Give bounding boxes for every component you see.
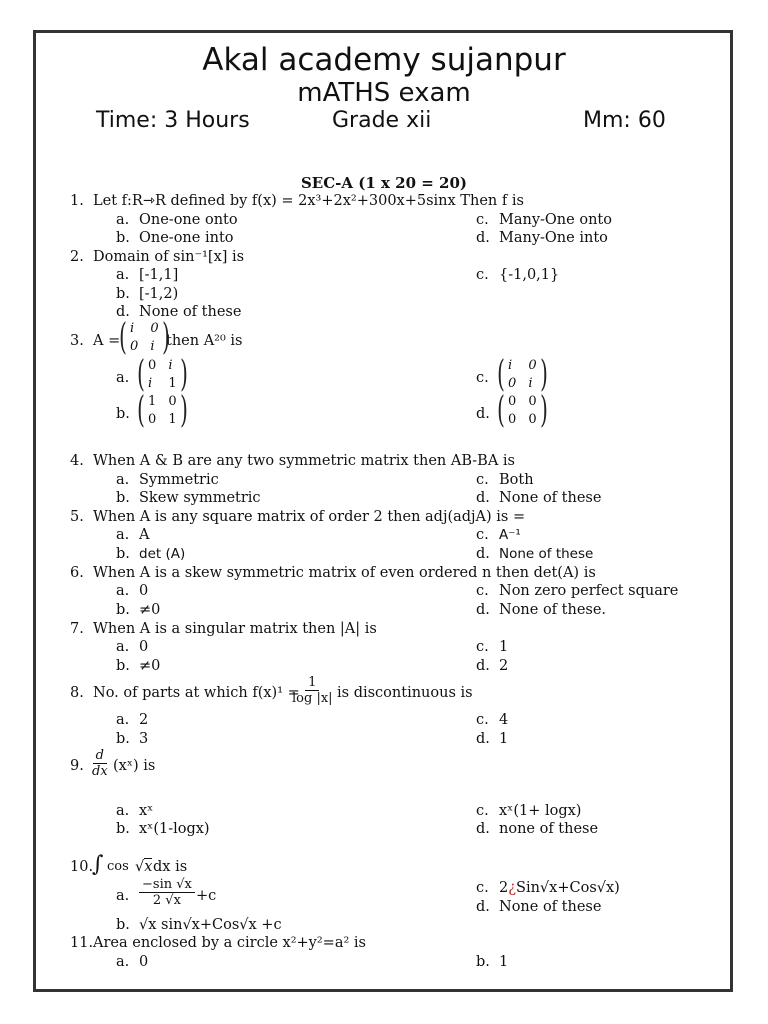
question-number: 5. (70, 509, 84, 525)
option-c: Non zero perfect square (499, 583, 679, 599)
question-text: Let f:R⇾R defined by f(x) = 2x³+2x²+300x+5sinx Then f is (93, 193, 524, 209)
fraction (292, 675, 333, 706)
fraction-denominator: 2 √x (152, 893, 181, 908)
section-heading: SEC-A (1 x 20 = 20) (300, 174, 468, 192)
derivative-operator (92, 748, 108, 779)
question-number: 2. (70, 249, 84, 265)
option-label: b. (116, 490, 130, 506)
fraction-numerator: −sin √x (139, 877, 195, 893)
question-tail: dx is (153, 859, 188, 875)
option-c-mark: ¿ (508, 880, 517, 896)
cell: i (168, 358, 173, 373)
question-text: When A is a singular matrix then |A| is (93, 621, 377, 637)
option-label: d. (476, 821, 490, 837)
option-label: a. (116, 712, 130, 728)
option-label: a. (116, 267, 130, 283)
cell: 0 (528, 412, 537, 427)
option-label: c. (476, 370, 489, 386)
question-number: 6. (70, 565, 84, 581)
option-d: 2 (499, 658, 509, 674)
option-b: One-one into (139, 230, 234, 246)
question-number: 7. (70, 621, 84, 637)
radicand: x (144, 859, 153, 875)
fraction-denominator: dx (92, 764, 108, 779)
option-label: d. (476, 731, 490, 747)
option-b: 3 (139, 731, 149, 747)
cell: i (150, 339, 155, 354)
exam-title: mATHS exam (297, 78, 471, 108)
cell: 0 (150, 321, 159, 336)
option-c-matrix: ( i 0 0 i ) (497, 354, 548, 395)
fraction-denominator: log |x| (292, 691, 333, 706)
option-label: c. (476, 880, 489, 896)
question-number: 3. (70, 333, 84, 349)
cell: i (148, 376, 153, 391)
option-label: d. (476, 602, 490, 618)
option-b: [-1,2) (139, 286, 179, 302)
option-label: d. (476, 230, 490, 246)
cell: 0 (148, 358, 157, 373)
question-number: 8. (70, 685, 84, 701)
option-a: One-one onto (139, 212, 238, 228)
option-d: Many-One into (499, 230, 608, 246)
option-label: a. (116, 888, 130, 904)
option-b: ≠0 (139, 602, 161, 618)
option-d: None of these (499, 546, 594, 562)
option-a: 0 (139, 583, 149, 599)
cell: 0 (528, 358, 537, 373)
option-a: 0 (139, 954, 149, 970)
option-c: Both (499, 472, 534, 488)
option-label: a. (116, 583, 130, 599)
question-number: 10. (70, 859, 94, 875)
option-label: b. (116, 546, 130, 562)
option-label: d. (476, 546, 490, 562)
question-tail: then A²⁰ is (166, 333, 243, 349)
fraction-numerator: 1 (305, 675, 319, 691)
question-lead: No. of parts at which f(x)¹ = (93, 685, 300, 701)
cell: i (528, 376, 533, 391)
option-label: d. (476, 406, 490, 422)
option-c: 1 (499, 639, 509, 655)
option-a-fraction (139, 877, 195, 908)
option-label: c. (476, 712, 489, 728)
cell: 0 (168, 394, 177, 409)
option-d: None of these. (499, 602, 607, 618)
cell: 1 (148, 394, 157, 409)
option-d: None of these (139, 304, 242, 320)
question-number: 4. (70, 453, 84, 469)
question-text: Domain of sin⁻¹[x] is (93, 249, 245, 265)
fraction-numerator: d (93, 748, 107, 764)
option-d: 1 (499, 731, 509, 747)
option-b: Skew symmetric (139, 490, 261, 506)
cell: 1 (168, 376, 177, 391)
question-lead: A = (93, 333, 121, 349)
option-d: None of these (499, 899, 602, 915)
option-c-prefix: 2 (499, 880, 509, 896)
sqrt-sign: √ (135, 859, 145, 875)
option-label: c. (476, 472, 489, 488)
option-label: c. (476, 527, 489, 543)
option-c: xˣ(1+ logx) (499, 803, 582, 819)
option-label: d. (116, 304, 130, 320)
integrand-cos: cos (107, 859, 129, 874)
option-label: b. (476, 954, 490, 970)
option-c-text: Sin√x+Cos√x) (516, 880, 620, 896)
marks-label: Mm: 60 (583, 108, 666, 133)
option-c: {-1,0,1} (499, 267, 560, 283)
question-number: 1. (70, 193, 84, 209)
option-label: c. (476, 212, 489, 228)
integrand-root (135, 858, 152, 876)
grade-label: Grade xii (332, 108, 432, 133)
option-label: b. (116, 731, 130, 747)
cell: 0 (508, 412, 517, 427)
option-label: b. (116, 821, 130, 837)
option-a: 2 (139, 712, 149, 728)
option-label: a. (116, 212, 130, 228)
option-a: 0 (139, 639, 149, 655)
option-label: b. (116, 602, 130, 618)
option-b: ≠0 (139, 658, 161, 674)
option-label: a. (116, 639, 130, 655)
option-a: Symmetric (139, 472, 219, 488)
option-d: None of these (499, 490, 602, 506)
option-b: det (A) (139, 546, 186, 562)
option-label: b. (116, 406, 130, 422)
option-c: 4 (499, 712, 509, 728)
question-tail: (xˣ) is (113, 758, 156, 774)
option-a: xˣ (139, 803, 154, 819)
cell: i (508, 358, 513, 373)
option-a: [-1,1] (139, 267, 179, 283)
question-text: When A is any square matrix of order 2 then adj(adjA) is = (93, 509, 526, 525)
school-title: Akal academy sujanpur (202, 42, 566, 78)
cell: 0 (528, 394, 537, 409)
option-label: c. (476, 803, 489, 819)
matrix-A: ( i 0 0 i ) (119, 317, 170, 358)
option-label: b. (116, 286, 130, 302)
option-label: d. (476, 658, 490, 674)
option-c: A⁻¹ (499, 527, 521, 543)
cell: 0 (148, 412, 157, 427)
question-tail: is discontinuous is (337, 685, 473, 701)
question-text: When A & B are any two symmetric matrix then AB-BA is (93, 453, 515, 469)
question-number: 9. (70, 758, 84, 774)
option-a: A (139, 527, 150, 543)
option-label: c. (476, 267, 489, 283)
option-b: 1 (499, 954, 509, 970)
option-label: d. (476, 899, 490, 915)
cell: 0 (508, 376, 517, 391)
option-c (499, 879, 620, 897)
cell: 0 (130, 339, 139, 354)
option-a-tail: +c (196, 888, 217, 904)
cell: 1 (168, 412, 177, 427)
cell: 0 (508, 394, 517, 409)
option-label: b. (116, 917, 130, 933)
option-c: Many-One onto (499, 212, 612, 228)
option-label: b. (116, 658, 130, 674)
cell: i (130, 321, 135, 336)
option-label: a. (116, 472, 130, 488)
option-label: a. (116, 527, 130, 543)
option-label: a. (116, 954, 130, 970)
time-label: Time: 3 Hours (96, 108, 250, 133)
question-number: 11. (70, 935, 94, 951)
option-label: a. (116, 803, 130, 819)
question-text: When A is a skew symmetric matrix of even ordered n then det(A) is (93, 565, 596, 581)
integral-sign: ∫ (92, 852, 104, 877)
option-b: √x sin√x+Cos√x +c (139, 917, 282, 933)
option-b: xˣ(1-logx) (139, 821, 210, 837)
option-label: c. (476, 583, 489, 599)
option-a-matrix: ( 0 i i 1 ) (137, 354, 188, 395)
option-label: c. (476, 639, 489, 655)
option-label: d. (476, 490, 490, 506)
option-b-matrix: ( 1 0 0 1 ) (137, 390, 188, 431)
option-d-matrix: ( 0 0 0 0 ) (497, 390, 548, 431)
question-text: Area enclosed by a circle x²+y²=a² is (93, 935, 366, 951)
option-label: b. (116, 230, 130, 246)
option-d: none of these (499, 821, 599, 837)
option-label: a. (116, 370, 130, 386)
